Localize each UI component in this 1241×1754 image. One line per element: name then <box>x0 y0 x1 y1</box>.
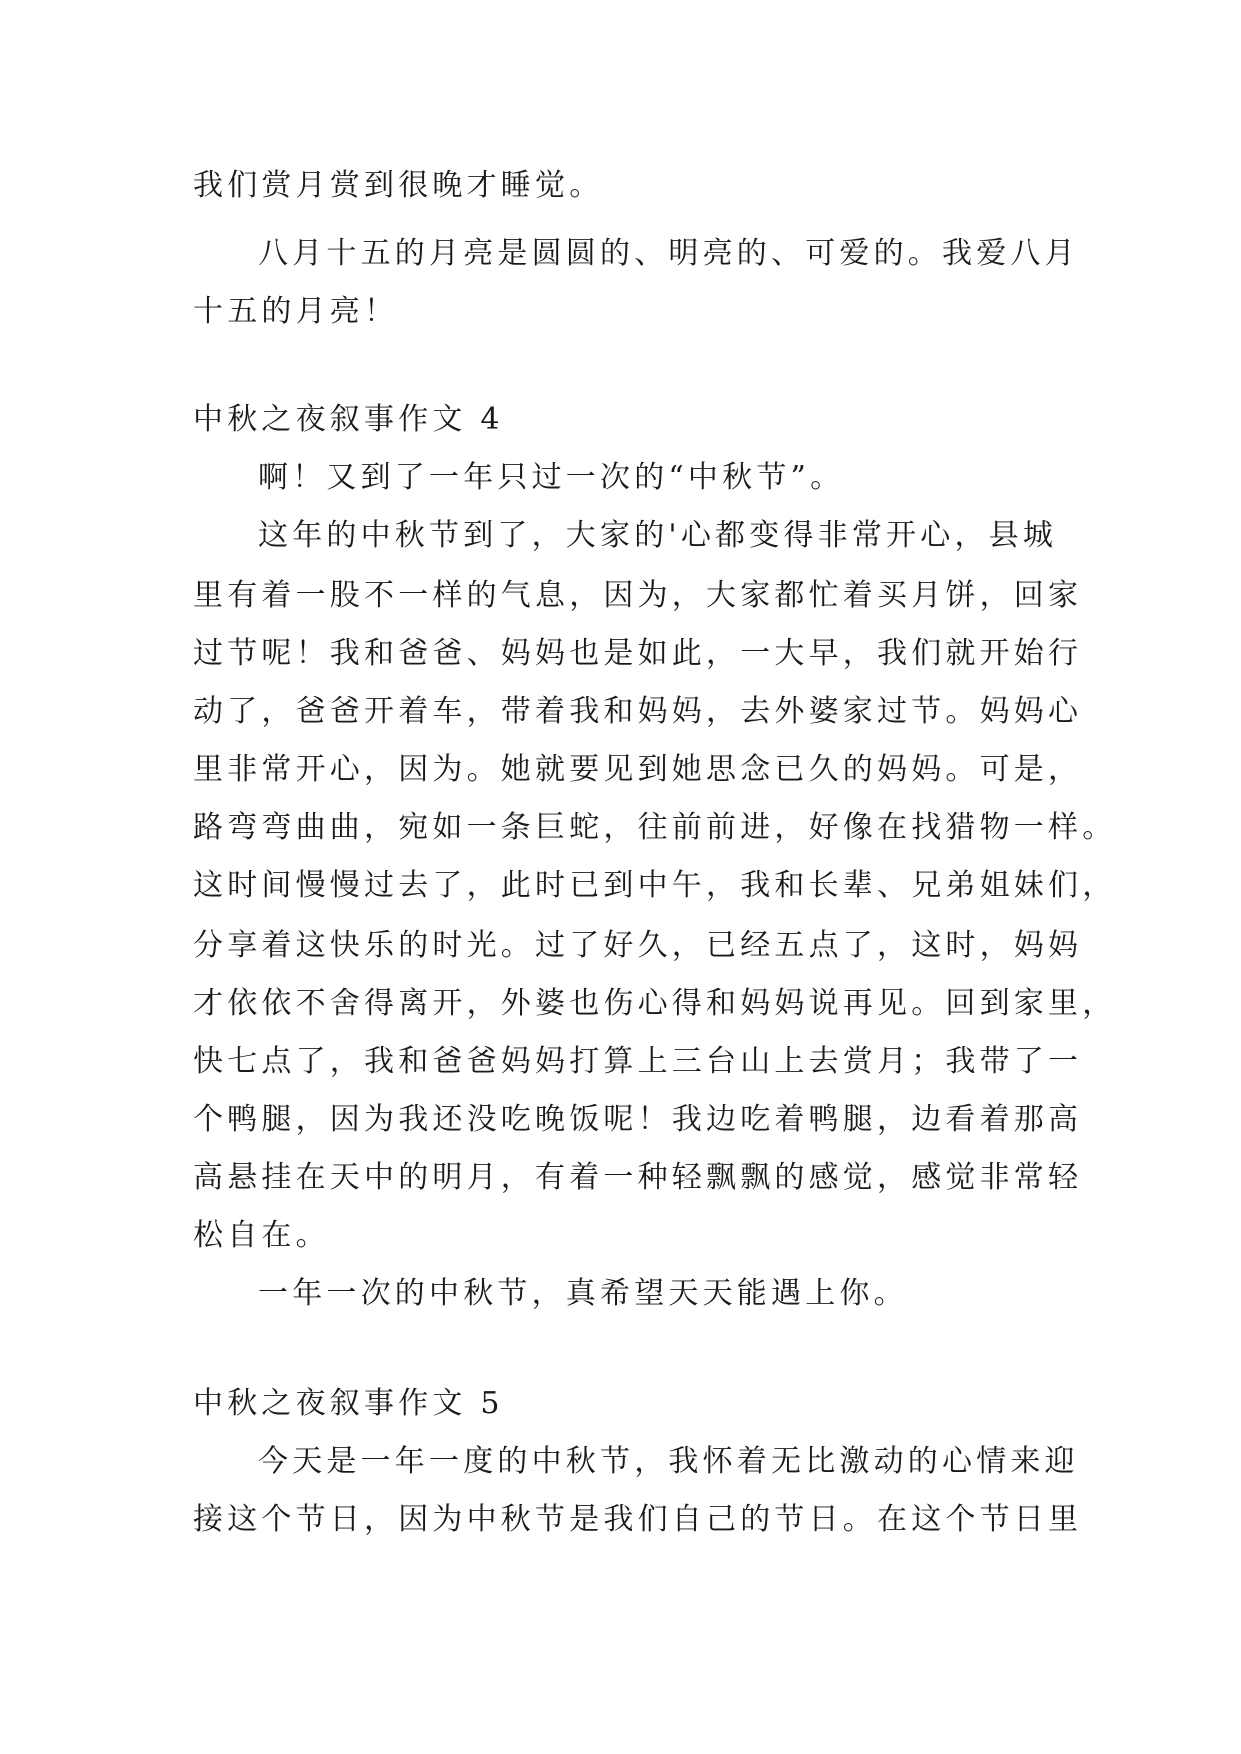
paragraph-line: 里非常开心，因为。她就要见到她思念已久的妈妈。可是， <box>193 752 1083 787</box>
paragraph-line: 接这个节日，因为中秋节是我们自己的节日。在这个节日里 <box>193 1502 1083 1537</box>
paragraph-line: 才依依不舍得离开，外婆也伤心得和妈妈说再见。回到家里， <box>193 986 1117 1021</box>
paragraph-line: 八月十五的月亮是圆圆的、明亮的、可爱的。我爱八月 <box>258 236 1079 271</box>
paragraph-line: 过节呢！我和爸爸、妈妈也是如此，一大早，我们就开始行 <box>193 636 1083 671</box>
paragraph-line: 这年的中秋节到了，大家的'心都变得非常开心，县城 <box>258 518 1058 553</box>
paragraph-line: 个鸭腿，因为我还没吃晚饭呢！我边吃着鸭腿，边看着那高 <box>193 1102 1083 1137</box>
section-heading: 中秋之夜叙事作文 4 <box>193 402 504 437</box>
paragraph-line: 一年一次的中秋节，真希望天天能遇上你。 <box>258 1276 908 1311</box>
paragraph-line: 松自在。 <box>193 1218 330 1253</box>
paragraph-line: 十五的月亮！ <box>193 294 399 329</box>
paragraph-line: 我们赏月赏到很晚才睡觉。 <box>193 168 604 203</box>
paragraph-line: 这时间慢慢过去了，此时已到中午，我和长辈、兄弟姐妹们， <box>193 868 1117 903</box>
paragraph-line: 里有着一股不一样的气息，因为，大家都忙着买月饼，回家 <box>193 578 1083 613</box>
paragraph-line: 快七点了，我和爸爸妈妈打算上三台山上去赏月；我带了一 <box>193 1044 1083 1079</box>
paragraph-line: 路弯弯曲曲，宛如一条巨蛇，往前前进，好像在找猎物一样。 <box>193 810 1117 845</box>
section-heading: 中秋之夜叙事作文 5 <box>193 1386 504 1421</box>
paragraph-line: 啊！又到了一年只过一次的“中秋节”。 <box>258 460 845 495</box>
paragraph-line: 高悬挂在天中的明月，有着一种轻飘飘的感觉，感觉非常轻 <box>193 1160 1083 1195</box>
paragraph-line: 今天是一年一度的中秋节，我怀着无比激动的心情来迎 <box>258 1444 1079 1479</box>
paragraph-line: 动了，爸爸开着车，带着我和妈妈，去外婆家过节。妈妈心 <box>193 694 1083 729</box>
paragraph-line: 分享着这快乐的时光。过了好久，已经五点了，这时，妈妈 <box>193 928 1083 963</box>
